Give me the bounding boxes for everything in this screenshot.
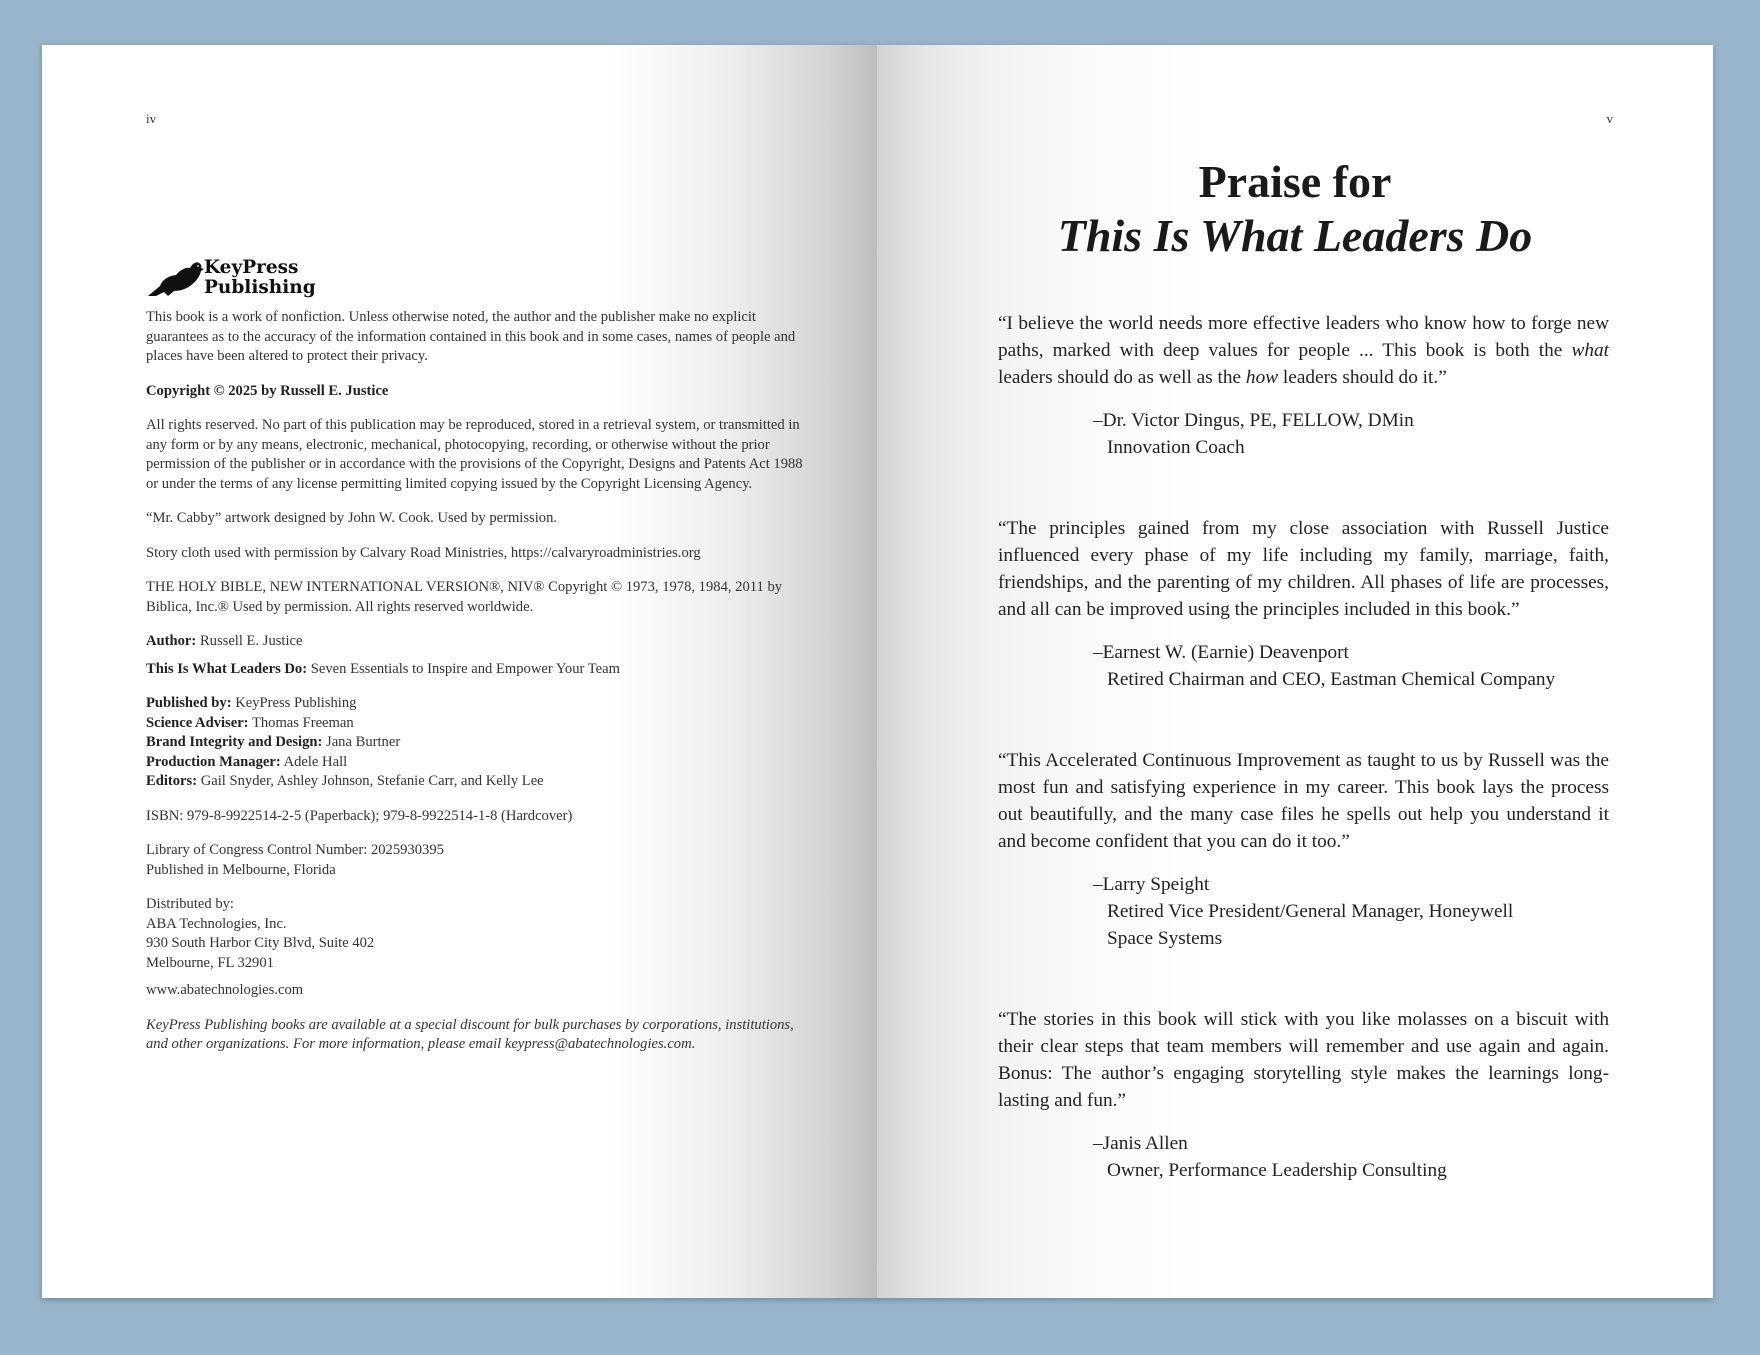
isbn-line: ISBN: 979-8-9922514-2-5 (Paperback); 979-8-9922514-1-8 (Hardcover) <box>146 807 573 824</box>
loc-block: Library of Congress Control Number: 2025930395 Published in Melbourne, Florida <box>146 842 444 878</box>
logo-line-2: Publishing <box>204 277 316 298</box>
attribution-role: Owner, Performance Leadership Consulting <box>1107 1160 1447 1181</box>
attribution-role: Innovation Coach <box>1107 437 1245 458</box>
story-cloth-credit: Story cloth used with permission by Calvary Road Ministries, https://calvaryroadministries.org <box>146 544 701 561</box>
credits-list: Published by: KeyPress Publishing Science Adviser: Thomas Freeman Brand Integrity and Design: Jana Burtner Production Manager: Adele Hall Editors: Gail Snyder, Ashley Johnson, Stefanie Carr, and Kelly Lee <box>146 695 544 789</box>
attribution-name: –Dr. Victor Dingus, PE, FELLOW, DMin <box>1093 410 1414 431</box>
praise-quote <box>998 515 1609 693</box>
publisher-logo <box>146 250 806 298</box>
quote-attribution <box>1093 871 1609 952</box>
copyright-page <box>42 45 877 1298</box>
praise-heading-book-title: This Is What Leaders Do <box>1057 210 1533 261</box>
praise-heading-line-1: Praise for <box>1198 156 1392 207</box>
praise-page <box>877 45 1713 1298</box>
logo-line-1: KeyPress <box>204 257 299 278</box>
pigeon-icon <box>146 256 204 298</box>
praise-heading <box>877 155 1713 263</box>
page-number-left: iv <box>146 111 157 126</box>
artwork-credit: “Mr. Cabby” artwork designed by John W. Cook. Used by permission. <box>146 510 558 526</box>
praise-quote <box>998 1006 1609 1184</box>
bible-credit: THE HOLY BIBLE, NEW INTERNATIONAL VERSION®, NIV® Copyright © 1973, 1978, 1984, 2011 by Biblica, Inc.® Used by permission. All rights reserved worldwide. <box>146 579 783 615</box>
quote-text: “The principles gained from my close association with Russell Justice influenced every phase of my life including my family, marriage, faith, friendships, and the parenting of my children. All phases of life are processes, and all can be improved using the principles included in this book.” <box>998 518 1609 620</box>
copyright-line: Copyright © 2025 by Russell E. Justice <box>146 382 389 399</box>
title-line: This Is What Leaders Do: Seven Essentials to Inspire and Empower Your Team <box>146 660 620 677</box>
attribution-role: Retired Vice President/General Manager, Honeywell <box>1107 901 1514 922</box>
website-link: www.abatechnologies.com <box>146 982 304 998</box>
author-line: Author: Russell E. Justice <box>146 633 303 649</box>
attribution-role: Retired Chairman and CEO, Eastman Chemical Company <box>1107 669 1556 690</box>
attribution-name: –Earnest W. (Earnie) Deavenport <box>1093 642 1349 663</box>
quote-attribution <box>1093 1130 1609 1184</box>
praise-quote <box>998 310 1609 461</box>
bulk-purchase-note: KeyPress Publishing books are available at a special discount for bulk purchases by corporations, institutions, and other organizations. For more information, please email keypress@abatechnologies.com. <box>146 1016 794 1052</box>
rights-text: All rights reserved. No part of this publication may be reproduced, stored in a retrieval system, or transmitted in any form or by any means, electronic, mechanical, photocopying, recording, or otherwise without the prior permission of the publisher or in accordance with the provisions of the Copyright, Designs and Patents Act 1988 or under the terms of any license permitting limited copying issued by the Copyright Licensing Agency. <box>146 417 803 492</box>
distributor-block: Distributed by: ABA Technologies, Inc. 930 South Harbor City Blvd, Suite 402 Melbourne, FL 32901 <box>146 896 375 971</box>
attribution-role-line-2: Space Systems <box>1107 928 1223 949</box>
quote-text: “I believe the world needs more effective leaders who know how to forge new paths, marked with deep values for people ... This book is both the what leaders should do as well as the how leaders should do it.” <box>998 313 1609 388</box>
disclaimer-text: This book is a work of nonfiction. Unless otherwise noted, the author and the publisher make no explicit guarantees as to the accuracy of the information contained in this book and in some cases, names of people and places have been altered to protect their privacy. <box>146 309 796 364</box>
quote-text: “The stories in this book will stick with you like molasses on a biscuit with their clear steps that team members will remember and use again and again. Bonus: The author’s engaging storytelling style makes the learnings long-lasting and fun.” <box>998 1009 1609 1111</box>
quote-attribution <box>1093 639 1609 693</box>
page-number-right: v <box>1606 111 1613 126</box>
praise-quote <box>998 747 1609 952</box>
copyright-block <box>146 250 806 1070</box>
attribution-name: –Larry Speight <box>1093 874 1210 895</box>
book-spread <box>42 45 1713 1298</box>
attribution-name: –Janis Allen <box>1093 1133 1188 1154</box>
quote-attribution <box>1093 407 1609 461</box>
quote-text: “This Accelerated Continuous Improvement as taught to us by Russell was the most fun and satisfying experience in my career. This book lays the process out beautifully, and the many case files he spells out help you understand it and become confident that you can do it too.” <box>998 750 1609 852</box>
